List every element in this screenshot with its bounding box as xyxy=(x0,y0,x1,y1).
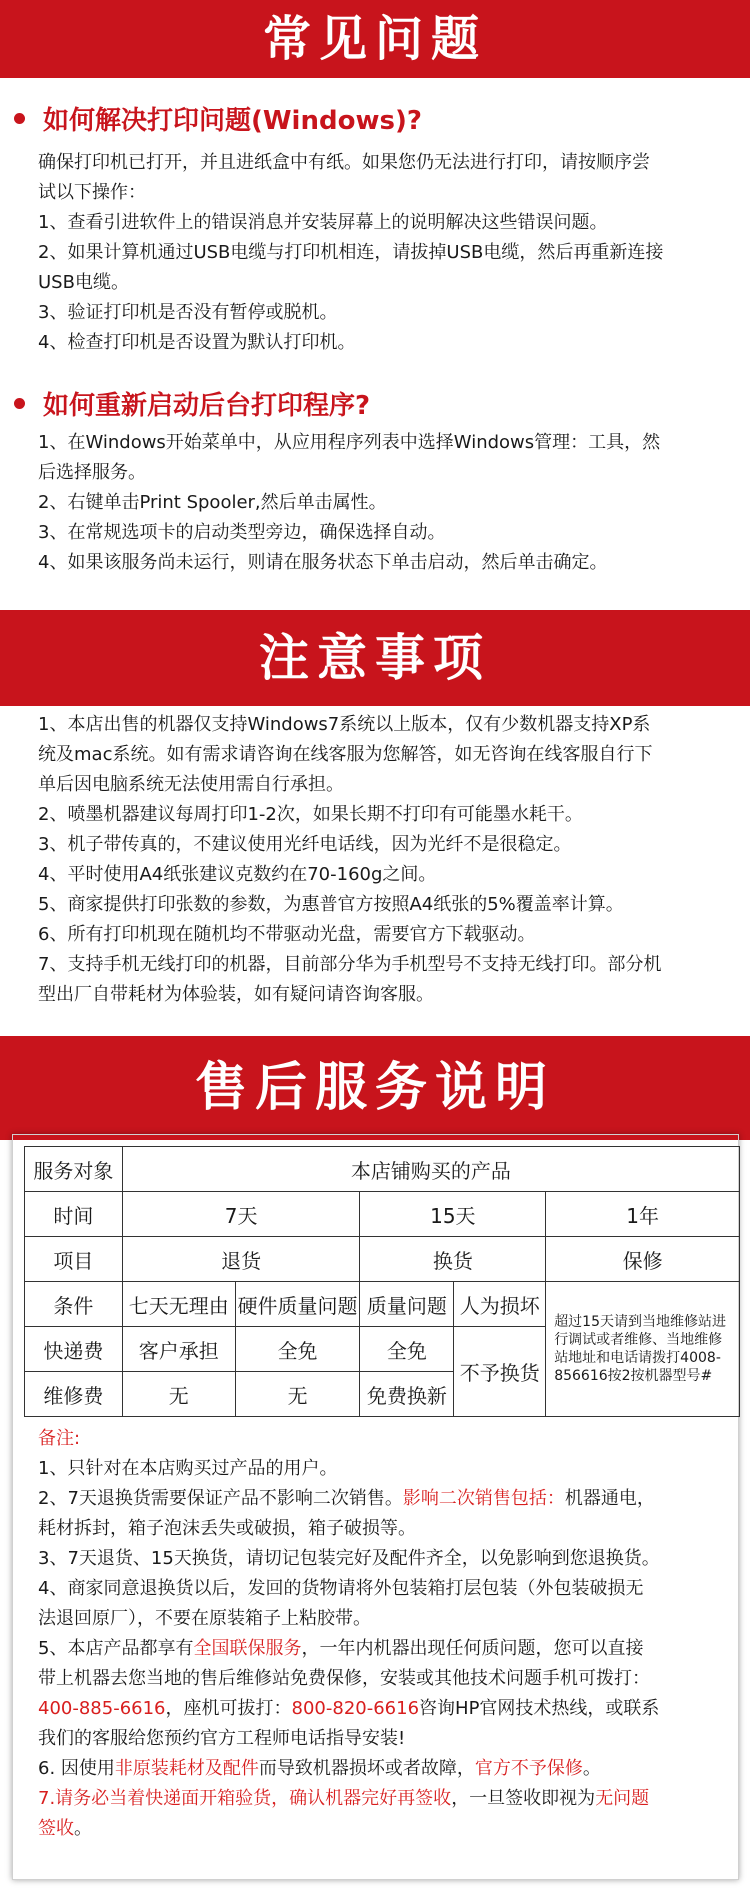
highlight-span: 官方不予保修 xyxy=(474,1758,583,1779)
faq-answer-1 xyxy=(38,148,728,358)
note-2 xyxy=(38,1484,728,1514)
table-cell: 无 xyxy=(122,1372,235,1417)
service-notes xyxy=(38,1424,728,1844)
notice-banner-title: 注意事项 xyxy=(259,629,491,687)
faq-answer-2 xyxy=(38,428,728,578)
text-line: 4、检查打印机是否设置为默认打印机。 xyxy=(38,332,356,353)
text-span: 6. 因使用 xyxy=(38,1758,115,1779)
highlight-span: 当着快递面开箱验货，确认机器完好再签收 xyxy=(109,1788,452,1809)
faq-banner xyxy=(0,0,750,78)
service-banner xyxy=(0,1036,750,1140)
text-line: 3、验证打印机是否没有暂停或脱机。 xyxy=(38,302,338,323)
text-line: 2、喷墨机器建议每周打印1-2次，如果长期不打印有可能墨水耗干。 xyxy=(38,804,583,825)
bullet-dot-icon xyxy=(14,113,25,124)
landline-hotline: 800-820-6616 xyxy=(291,1698,420,1719)
text-line: USB电缆。 xyxy=(38,272,129,293)
table-row xyxy=(25,1192,740,1237)
mobile-hotline: 400-885-6616 xyxy=(38,1698,166,1719)
text-line: 确保打印机已打开，并且进纸盒中有纸。如果您仍无法进行打印，请按顺序尝 xyxy=(38,152,650,173)
table-cell: 不予换货 xyxy=(454,1327,546,1417)
note-7-cont xyxy=(38,1814,728,1844)
service-table xyxy=(24,1146,740,1417)
text-line: 型出厂自带耗材为体验装，如有疑问请咨询客服。 xyxy=(38,984,434,1005)
text-span: ，一年内机器出现任何质问题，您可以直接 xyxy=(301,1638,644,1659)
text-line: 7、支持手机无线打印的机器，目前部分华为手机型号不支持无线打印。部分机 xyxy=(38,954,662,975)
highlight-span: 非原装耗材及配件 xyxy=(114,1758,259,1779)
table-cell: 人为损坏 xyxy=(454,1282,546,1327)
text-span: ，一旦签收即视为 xyxy=(451,1788,596,1809)
text-line: 2、右键单击Print Spooler,然后单击属性。 xyxy=(38,492,387,513)
faq-question-1 xyxy=(14,100,422,137)
table-cell: 质量问题 xyxy=(360,1282,454,1327)
highlight-span: 7.请务必 xyxy=(38,1788,110,1809)
note-4-cont: 法退回原厂），不要在原装箱子上粘胶带。 xyxy=(38,1608,371,1629)
text-span: 5、本店产品都享有 xyxy=(38,1638,194,1659)
note-2-cont: 耗材拆封，箱子泡沫丢失或破损，箱子破损等。 xyxy=(38,1518,416,1539)
text-line: 1、查看引进软件上的错误消息并安装屏幕上的说明解决这些错误问题。 xyxy=(38,212,608,233)
notice-banner xyxy=(0,610,750,706)
text-line: 3、在常规选项卡的启动类型旁边，确保选择自动。 xyxy=(38,522,446,543)
text-span: 。 xyxy=(582,1758,601,1779)
table-cell: 换货 xyxy=(360,1237,546,1282)
faq-question-2 xyxy=(14,385,370,422)
text-line: 4、如果该服务尚未运行，则请在服务状态下单击启动，然后单击确定。 xyxy=(38,552,608,573)
note-1: 1、只针对在本店购买过产品的用户。 xyxy=(38,1458,338,1479)
table-cell: 免费换新 xyxy=(360,1372,454,1417)
text-line: 6、所有打印机现在随机均不带驱动光盘，需要官方下载驱动。 xyxy=(38,924,536,945)
text-span: 咨询HP官网技术热线，或联系 xyxy=(419,1698,660,1719)
text-line: 试以下操作： xyxy=(38,182,146,203)
text-line: 单后因电脑系统无法使用需自行承担。 xyxy=(38,774,344,795)
table-cell: 全免 xyxy=(235,1327,360,1372)
note-7 xyxy=(38,1784,728,1814)
table-cell: 时间 xyxy=(25,1192,123,1237)
text-line: 4、平时使用A4纸张建议克数约在70-160g之间。 xyxy=(38,864,437,885)
table-cell: 快递费 xyxy=(25,1327,123,1372)
table-cell: 条件 xyxy=(25,1282,123,1327)
table-cell: 硬件质量问题 xyxy=(235,1282,360,1327)
table-cell: 7天 xyxy=(122,1192,360,1237)
text-span: 机器通电， xyxy=(564,1488,655,1509)
faq-question-2-title: 如何重新启动后台打印程序? xyxy=(43,391,371,421)
text-line: 2、如果计算机通过USB电缆与打印机相连，请拔掉USB电缆，然后再重新连接 xyxy=(38,242,664,263)
notice-list xyxy=(38,710,728,1010)
text-span: 2、7天退换货需要保证产品不影响二次销售。 xyxy=(38,1488,403,1509)
note-5 xyxy=(38,1634,728,1664)
table-cell: 维修费 xyxy=(25,1372,123,1417)
table-cell: 保修 xyxy=(546,1237,740,1282)
table-cell: 七天无理由 xyxy=(122,1282,235,1327)
table-cell: 全免 xyxy=(360,1327,454,1372)
table-cell: 15天 xyxy=(360,1192,546,1237)
table-cell: 服务对象 xyxy=(25,1147,123,1192)
faq-banner-title: 常见问题 xyxy=(262,11,487,67)
table-row xyxy=(25,1237,740,1282)
table-cell: 退货 xyxy=(122,1237,360,1282)
table-cell-repair-note: 超过15天请到当地维修站进行调试或者维修、当地维修站地址和电话请拨打4008-856616按2按机器型号# xyxy=(546,1282,740,1417)
text-line: 后选择服务。 xyxy=(38,462,146,483)
text-line: 1、本店出售的机器仅支持Windows7系统以上版本，仅有少数机器支持XP系 xyxy=(38,714,651,735)
service-banner-title: 售后服务说明 xyxy=(194,1058,555,1118)
notes-label: 备注: xyxy=(38,1428,81,1449)
text-line: 1、在Windows开始菜单中，从应用程序列表中选择Windows管理：工具，然 xyxy=(38,432,661,453)
text-span: 而导致机器损坏或者故障， xyxy=(258,1758,475,1779)
highlight-span: 全国联保服务 xyxy=(193,1638,302,1659)
note-5-phones xyxy=(38,1694,728,1724)
table-cell: 本店铺购买的产品 xyxy=(122,1147,739,1192)
text-line: 统及mac系统。如有需求请咨询在线客服为您解答，如无咨询在线客服自行下 xyxy=(38,744,653,765)
note-4: 4、商家同意退换货以后，发回的货物请将外包装箱打层包装（外包装破损无 xyxy=(38,1578,644,1599)
note-3: 3、7天退货、15天换货，请切记包装完好及配件齐全，以免影响到您退换货。 xyxy=(38,1548,660,1569)
bullet-dot-icon xyxy=(14,398,25,409)
table-cell: 1年 xyxy=(546,1192,740,1237)
text-line: 5、商家提供打印张数的参数，为惠普官方按照A4纸张的5%覆盖率计算。 xyxy=(38,894,624,915)
table-row xyxy=(25,1147,740,1192)
text-span: 。 xyxy=(74,1818,92,1839)
note-5-end: 我们的客服给您预约官方工程师电话指导安装! xyxy=(38,1728,406,1749)
text-line: 3、机子带传真的，不建议使用光纤电话线，因为光纤不是很稳定。 xyxy=(38,834,572,855)
note-6 xyxy=(38,1754,728,1784)
table-cell: 客户承担 xyxy=(122,1327,235,1372)
note-5-cont: 带上机器去您当地的售后维修站免费保修，安装或其他技术问题手机可拨打： xyxy=(38,1668,650,1689)
highlight-span: 签收 xyxy=(38,1818,74,1839)
highlight-span: 无问题 xyxy=(595,1788,650,1809)
table-row xyxy=(25,1282,740,1327)
text-span: ，座机可拔打： xyxy=(165,1698,292,1719)
table-cell: 项目 xyxy=(25,1237,123,1282)
highlight-span: 影响二次销售包括： xyxy=(402,1488,565,1509)
table-cell: 无 xyxy=(235,1372,360,1417)
faq-question-1-title: 如何解决打印问题(Windows)? xyxy=(43,106,422,136)
